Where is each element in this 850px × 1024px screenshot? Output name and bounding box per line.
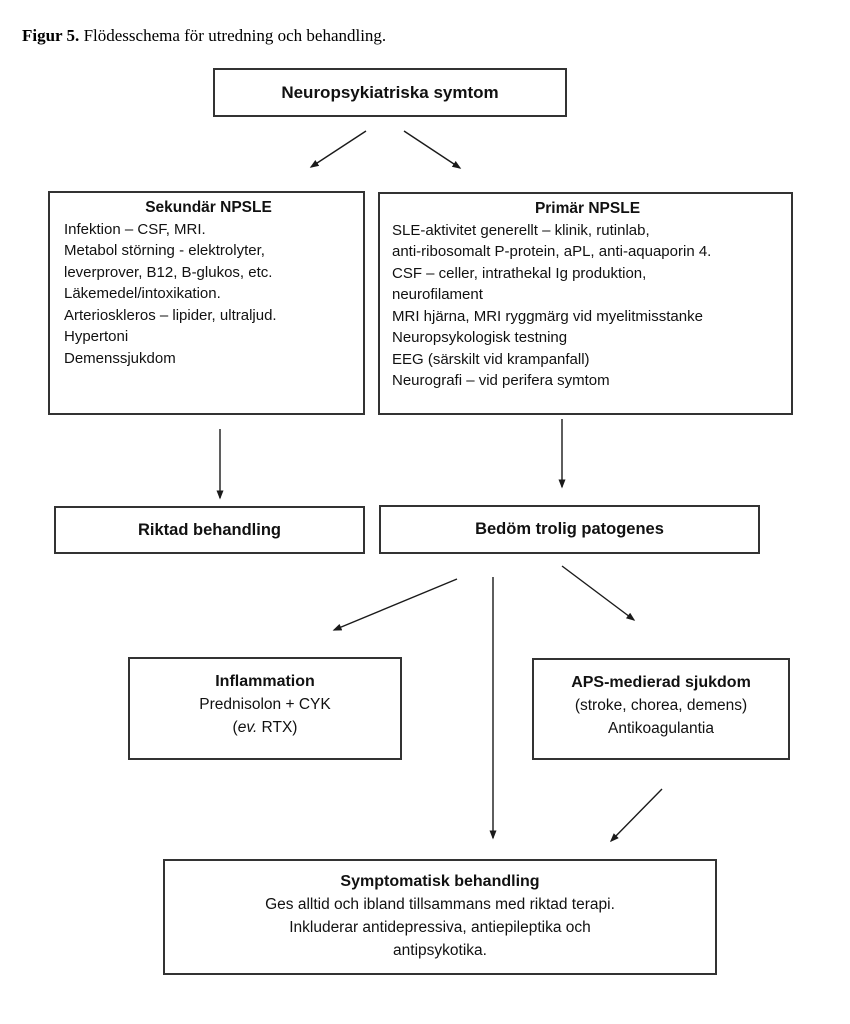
arrow-bedom-to-inflammation [334,579,457,630]
sekundar-line: Arterioskleros – lipider, ultraljud. [64,306,277,324]
arrow-bedom-to-aps [562,566,634,620]
box-riktad-behandling [54,506,365,554]
box-sekundar-npsle [48,191,365,415]
box-sekundar-title: Sekundär NPSLE [145,199,272,216]
inflammation-line: Prednisolon + CYK [199,696,331,713]
inflammation-rtx-text: RTX) [257,719,298,736]
box-symptomatisk-behandling [163,859,717,975]
primar-line: CSF – celler, intrathekal Ig produktion, [392,264,647,282]
figure-caption-label: Figur 5. [22,26,80,45]
symptomatisk-line: Ges alltid och ibland tillsammans med riktad terapi. [265,896,615,913]
sekundar-line: Metabol störning - elektrolyter, [64,242,265,259]
figure-caption-text: Flödesschema för utredning och behandling. [79,26,387,45]
primar-line: SLE-aktivitet generellt – klinik, rutinlab, [392,221,650,239]
aps-line: (stroke, chorea, demens) [574,697,748,714]
sekundar-line: Infektion – CSF, MRI. [64,220,206,238]
inflammation-paren-open: ( [232,719,238,736]
box-inflammation [128,657,402,760]
arrow-top-to-sekundar [311,131,366,167]
symptomatisk-line: antipsykotika. [393,942,487,959]
box-riktad-title: Riktad behandling [137,520,281,539]
box-aps-medierad-sjukdom [532,658,790,760]
box-bedom-title: Bedöm trolig patogenes [475,520,664,538]
arrow-top-to-primar [404,131,460,168]
primar-line: Neurografi – vid perifera symtom [392,372,610,389]
sekundar-line: leverprover, B12, B-glukos, etc. [64,263,273,281]
aps-line: Antikoagulantia [608,720,714,737]
box-primar-title: Primär NPSLE [534,200,641,217]
primar-line: EEG (särskilt vid krampanfall) [392,350,590,368]
figure-caption [22,26,386,46]
inflammation-line [130,716,400,739]
box-inflammation-title: Inflammation [215,673,315,690]
sekundar-line: Hypertoni [64,328,129,345]
box-symptomatisk-title: Symptomatisk behandling [340,873,540,890]
primar-line: neurofilament [392,286,483,303]
box-neuropsykiatriska-symtom-title: Neuropsykiatriska symtom [281,82,499,102]
sekundar-line: Läkemedel/intoxikation. [64,285,221,302]
symptomatisk-line: Inkluderar antidepressiva, antiepileptika och [289,919,591,936]
primar-line: anti-ribosomalt P-protein, aPL, anti-aquaporin 4. [392,243,712,260]
primar-line: MRI hjärna, MRI ryggmärg vid myelitmisstanke [392,307,703,325]
inflammation-ev-italic: ev. [237,719,258,736]
box-aps-title: APS-medierad sjukdom [571,674,751,691]
box-primar-npsle [378,192,793,415]
primar-line: Neuropsykologisk testning [392,329,568,346]
box-neuropsykiatriska-symtom [213,68,567,117]
arrow-aps-to-symptomatisk [611,789,662,841]
sekundar-line: Demenssjukdom [64,349,176,367]
box-bedom-trolig-patogenes [379,505,760,554]
